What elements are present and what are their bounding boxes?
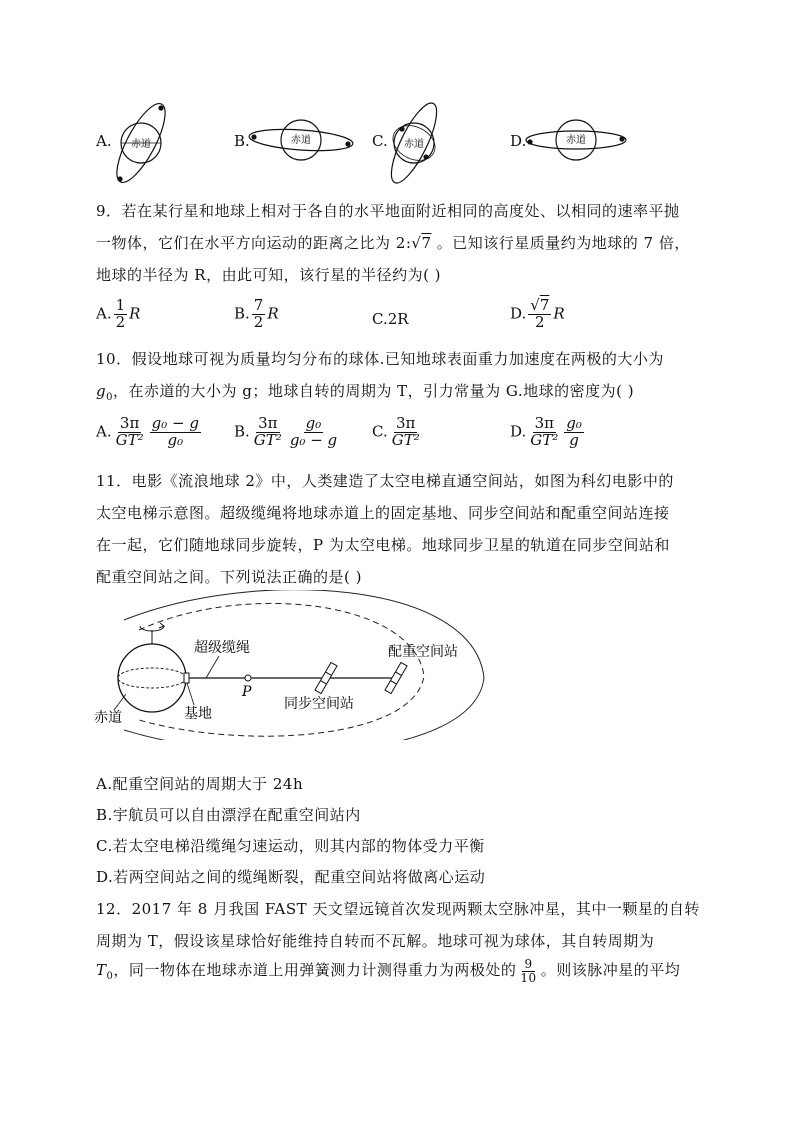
- q8-option-d-diagram: [524, 110, 632, 170]
- q11-label-counterweight: 配重空间站: [388, 644, 458, 660]
- q8-option-d-equator: 赤道: [566, 135, 586, 146]
- q10-option-a-n2: g₀ − g: [151, 414, 199, 432]
- q10-option-a-d1: GT²: [115, 430, 144, 449]
- q9-line-2: [96, 232, 690, 253]
- q9-option-c: C.2R: [372, 310, 409, 328]
- q9-option-d-den: 2: [535, 312, 545, 331]
- q10-option-b: [234, 416, 341, 449]
- q11-space-elevator-diagram: [94, 590, 494, 740]
- q10-option-b-d1: GT²: [253, 430, 282, 449]
- q10-option-d-letter: D.: [510, 422, 527, 441]
- q9-option-d-num: √7: [530, 296, 550, 314]
- q10-line-2-rest: ，在赤道的大小为 g；地球自转的周期为 T，引力常量为 G.地球的密度为( ): [112, 382, 635, 400]
- q10-option-d-n1: 3π: [534, 414, 554, 432]
- q10-option-b-n1: 3π: [258, 414, 278, 432]
- q12-fraction-den: 10: [520, 970, 537, 985]
- q12-line-3-end: 。则该脉冲星的平均: [540, 961, 681, 980]
- q10-option-d-d2: g: [569, 430, 579, 449]
- q12-line-1: 12．2017 年 8 月我国 FAST 天文望远镜首次发现两颗太空脉冲星，其中一颗星的自转: [96, 900, 700, 918]
- q9-option-a-r: R: [129, 304, 141, 323]
- q8-option-b-equator: 赤道: [291, 135, 311, 146]
- q10-option-d-frac1: [528, 416, 560, 449]
- q9-sqrt-value: 7: [421, 234, 432, 252]
- q8-option-c-equator: 赤道: [404, 139, 424, 150]
- q9-option-b-fraction: [252, 298, 266, 331]
- q9-option-d-fraction: [528, 298, 551, 331]
- q10-option-c-d1: GT²: [391, 430, 420, 449]
- q11-label-cable: 超级缆绳: [194, 640, 250, 656]
- q9-option-a-letter: A.: [96, 304, 112, 323]
- q9-option-a-den: 2: [115, 312, 126, 331]
- q10-option-d-d1: GT²: [530, 430, 559, 449]
- q11-line-3: 在一起，它们随地球同步旋转，P 为太空电梯。地球同步卫星的轨道在同步空间站和: [96, 536, 670, 554]
- q8-option-a-equator: 赤道: [131, 139, 151, 150]
- q8-options: [0, 90, 794, 190]
- q10-option-b-d2: g₀ − g: [289, 430, 338, 449]
- q10-option-c-letter: C.: [372, 422, 388, 441]
- q10-option-a-frac2: [150, 416, 201, 449]
- q9-sqrt: √7: [411, 234, 432, 252]
- q8-option-b-letter: B.: [234, 132, 250, 150]
- q11-option-d: D.若两空间站之间的缆绳断裂，配重空间站将做离心运动: [96, 868, 486, 886]
- q10-option-b-letter: B.: [234, 422, 250, 441]
- q10-line-2: [96, 380, 634, 403]
- q10-option-c-frac1: [390, 416, 422, 449]
- q9-option-b: [234, 298, 279, 331]
- q9-option-a: [96, 298, 140, 331]
- q9-option-d: [510, 298, 565, 331]
- q10-option-c-n1: 3π: [396, 414, 416, 432]
- q9-option-d-num-value: 7: [539, 296, 550, 314]
- q10-line-1: 10．假设地球可视为质量均匀分布的球体.已知地球表面重力加速度在两极的大小为: [96, 350, 664, 368]
- q9-option-b-num: 7: [253, 296, 264, 314]
- q10-option-c: [372, 416, 424, 449]
- q9-option-b-letter: B.: [234, 304, 250, 323]
- q9-option-d-r: R: [553, 304, 565, 323]
- q11-line-2: 太空电梯示意图。超级缆绳将地球赤道上的固定基地、同步空间站和配重空间站连接: [96, 504, 670, 522]
- q11-line-1: 11．电影《流浪地球 2》中，人类建造了太空电梯直通空间站，如图为科幻电影中的: [96, 472, 674, 490]
- q10-option-b-frac1: [252, 416, 284, 449]
- q12-line-3-mid: ，同一物体在地球赤道上用弹簧测力计测得重力为两极处的: [113, 961, 517, 980]
- q11-line-4: 配重空间站之间。下列说法正确的是( ): [96, 568, 362, 586]
- q10-option-b-n2: g₀: [305, 414, 322, 432]
- q8-option-b-diagram: [246, 110, 356, 170]
- q10-option-a-d2: g₀: [167, 430, 184, 449]
- q9-line-1: 9．若在某行星和地球上相对于各自的水平地面附近相同的高度处、以相同的速率平抛: [96, 202, 680, 220]
- q11-option-c: C.若太空电梯沿缆绳匀速运动，则其内部的物体受力平衡: [96, 837, 485, 855]
- q12-t0-sub: 0: [106, 971, 114, 983]
- q11-label-base: 基地: [184, 706, 212, 722]
- q12-fraction: [518, 958, 538, 984]
- q10-option-d-n2: g₀: [566, 414, 582, 432]
- q9-option-b-den: 2: [253, 312, 264, 331]
- q10-option-d: [510, 416, 586, 449]
- q10-option-a-frac1: [114, 416, 146, 449]
- q9-option-a-num: 1: [115, 296, 126, 314]
- q9-option-a-fraction: [114, 298, 128, 331]
- q11-label-sync: 同步空间站: [284, 696, 354, 712]
- q12-fraction-num: 9: [524, 957, 533, 971]
- q8-option-a-diagram: [108, 95, 174, 191]
- q8-option-a-letter: A.: [96, 132, 112, 150]
- q11-option-a: A.配重空间站的周期大于 24h: [96, 775, 304, 793]
- q12-line-3: [96, 958, 680, 984]
- q10-g0-symbol: g: [96, 382, 107, 400]
- q11-label-p: P: [242, 684, 252, 700]
- q11-label-equator: 赤道: [94, 710, 122, 726]
- q9-line-2-post: 。已知该行星质量约为地球的 7 倍，: [431, 234, 690, 252]
- q9-option-b-r: R: [267, 304, 279, 323]
- q10-option-a-letter: A.: [96, 422, 112, 441]
- q8-option-c-letter: C.: [372, 132, 388, 150]
- q10-option-a-n1: 3π: [119, 414, 140, 432]
- q12-line-2: 周期为 T，假设该星球恰好能维持自转而不瓦解。地球可视为球体，其自转周期为: [96, 932, 655, 950]
- q8-option-d-letter: D.: [510, 132, 527, 150]
- q11-option-b: B.宇航员可以自由漂浮在配重空间站内: [96, 806, 361, 824]
- q10-option-d-frac2: [564, 416, 584, 449]
- q9-line-3: 地球的半径为 R，由此可知，该行星的半径约为( ): [96, 266, 442, 284]
- q9-line-2-pre: 一物体，它们在水平方向运动的距离之比为 2:: [96, 234, 412, 252]
- q8-option-c-diagram: [384, 95, 446, 191]
- q10-g0-sub: 0: [106, 392, 113, 403]
- q9-option-d-letter: D.: [510, 304, 527, 323]
- q12-t0-symbol: T: [96, 961, 107, 980]
- q10-option-b-frac2: [288, 416, 339, 449]
- q10-option-a: [96, 416, 203, 449]
